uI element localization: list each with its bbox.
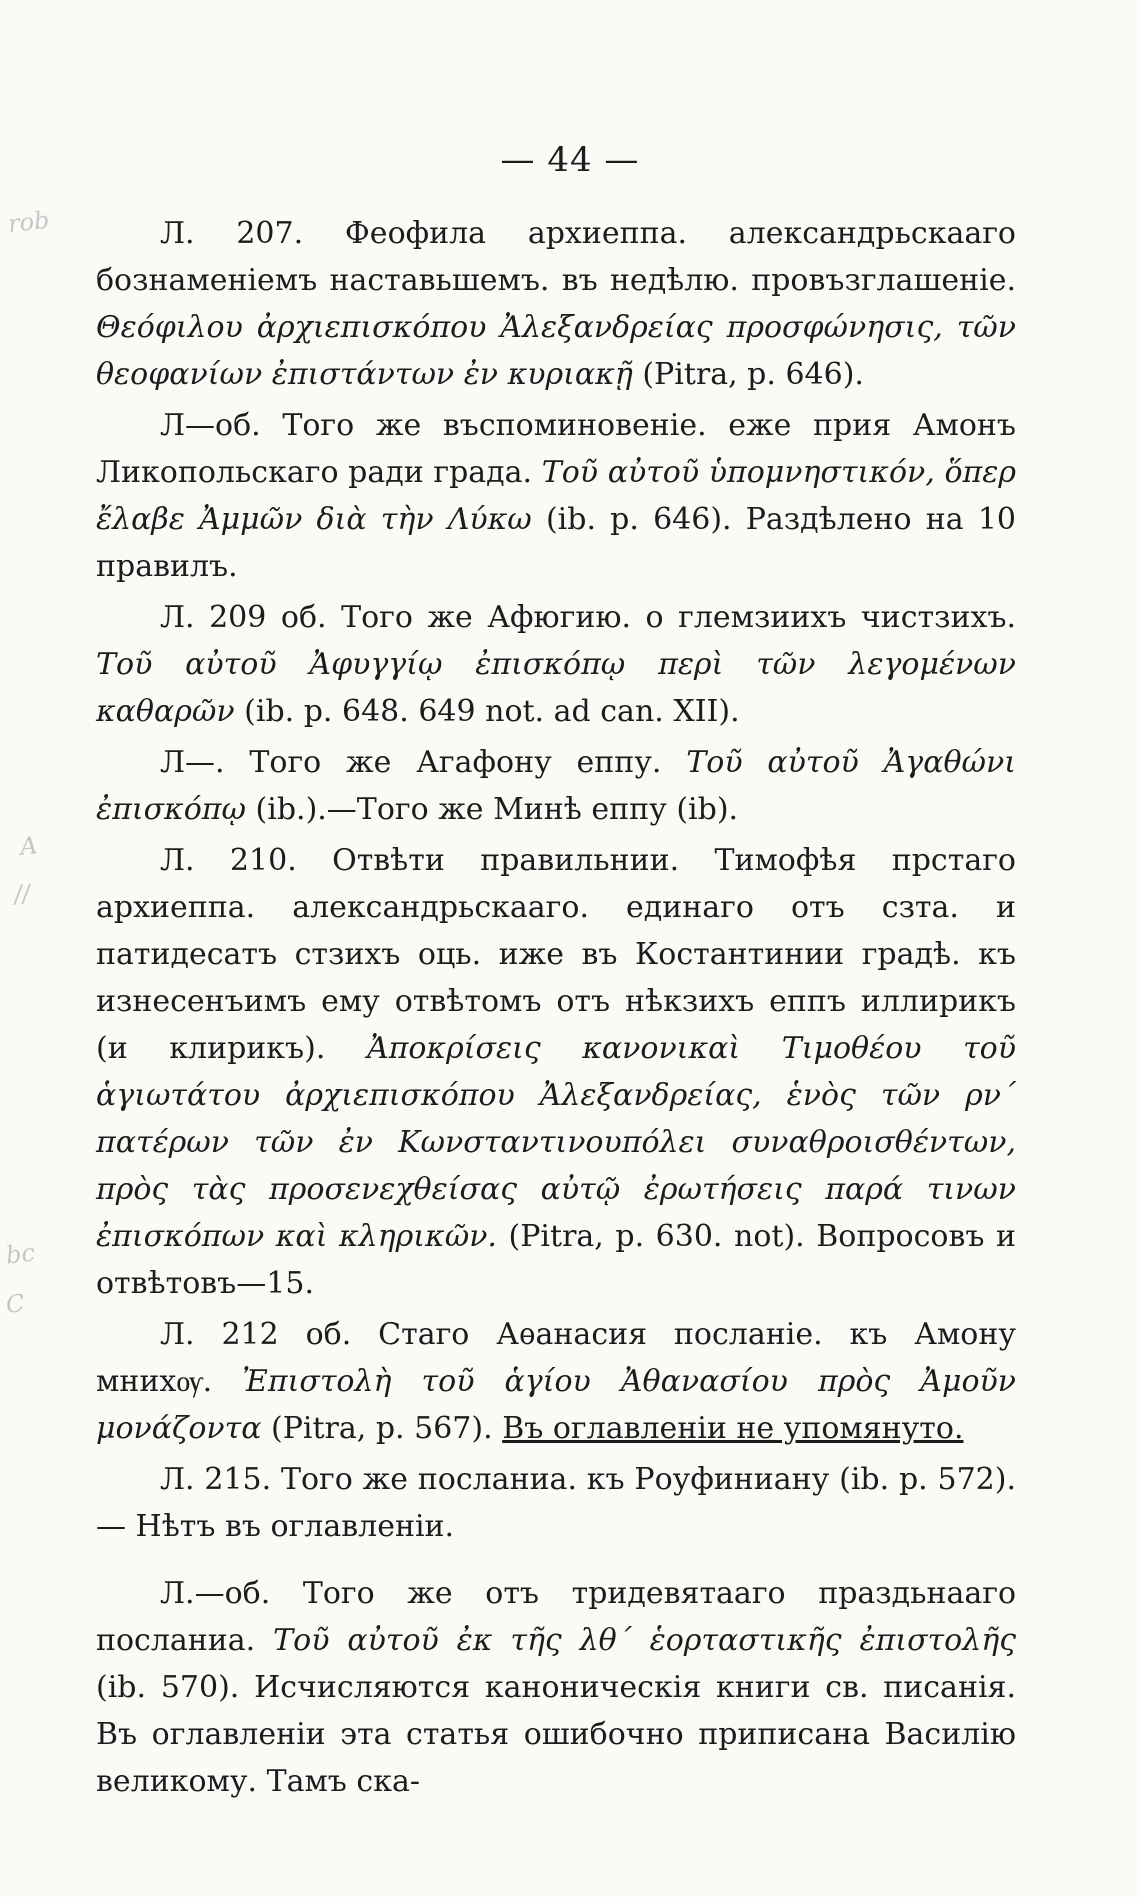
entry-intro: Л. 209 об. Того же Афюгию. о глемзиихъ чистзихъ. <box>160 600 1016 635</box>
entry-ref: (ib.).—Того же Минѣ еппу (ib). <box>255 792 739 827</box>
entry-greek: Τοῦ αὐτοῦ ὑπομνηστικόν, ὅπερ ἔλαβε Ἀμμῶν διὰ τὴν Λύκω <box>96 455 1016 537</box>
entry-intro: Л.—об. Того же отъ тридевятааго праздьнааго посланиа. <box>96 1576 1016 1658</box>
entry <box>96 739 1016 833</box>
entry-intro: Л. 215. Того же посланиа. къ Роуфиниану (ib. p. 572).— Нѣтъ въ оглавленіи. <box>96 1462 1016 1544</box>
entry-greek: Ἀποκρίσεις κανονικαὶ Τιμοθέου τοῦ ἁγιωτάτου ἀρχιεπισκόπου Ἀλεξανδρείας, ἑνὸς τῶν ρν´ πατέρων τῶν ἐν Κωνσταντινουπόλει συναθροισθέντων, πρὸς τὰς προσενεχθείσας αὐτῷ ἐρωτήσεις παρά τινων ἐπισκόπων καὶ κληρικῶν. <box>96 1031 1016 1254</box>
entry-ref: (Pitra, p. 646). <box>642 357 864 392</box>
entry-ref: (Pitra, p. 630. not). Вопросовъ и отвѣтовъ—15. <box>96 1219 1016 1301</box>
entry-intro: Л. 212 об. Стаго Аѳанасия посланіе. къ Амону мнихѹ. <box>96 1317 1016 1399</box>
entry-greek: Τοῦ αὐτοῦ ἐκ τῆς λθ´ ἑορταστικῆς ἐπιστολῆς <box>273 1623 1016 1658</box>
entry-ref: (ib. p. 648. 649 not. ad can. XII). <box>244 694 740 729</box>
entry-intro: Л—об. Того же въспоминовеніе. еже прия Амонъ Ликопольскаго ради града. <box>96 408 1016 490</box>
entry-greek: Ἐπιστολὴ τοῦ ἁγίου Ἀθανασίου πρὸς Ἀμοῦν μονάζοντα <box>96 1364 1016 1446</box>
entry <box>96 210 1016 398</box>
entry-ref: (Pitra, p. 567). <box>271 1411 493 1446</box>
entry <box>96 1456 1016 1550</box>
entry-intro: Л. 207. Феофила архиеппа. александрьскааго бознаменіемъ наставьшемъ. въ недѣлю. провъзглашеніе. <box>96 216 1016 298</box>
page-number: — 44 — <box>500 140 640 180</box>
entry <box>96 837 1016 1307</box>
entry <box>96 594 1016 735</box>
entry <box>96 1570 1016 1805</box>
margin-note: // <box>12 879 32 909</box>
entry-greek: Θεόφιλου ἀρχιεπισκόπου Ἀλεξανδρείας προσφώνησις, τῶν θεοφανίων ἐπιστάντων ἐν κυριακῇ <box>96 310 1016 392</box>
entry <box>96 1311 1016 1452</box>
entries <box>96 210 1016 1809</box>
entry-note: Въ оглавленіи не упомянуто. <box>502 1411 964 1446</box>
margin-note: rob <box>6 205 51 239</box>
margin-note: C <box>4 1289 26 1319</box>
margin-note: A <box>18 831 39 861</box>
entry <box>96 402 1016 590</box>
entry-intro: Л. 210. Отвѣти правильнии. Тимофѣя прстаго архиеппа. александрьскааго. единаго отъ сзта. и патидесатъ стзихъ оць. иже въ Костантинии градѣ. къ изнесенъимъ ему отвѣтомъ отъ нѣкзихъ еппъ иллирикъ (и клирикъ). <box>96 843 1016 1066</box>
entry-ref: (ib. 570). Исчисляются каноническія книги св. писанія. Въ оглавленіи эта статья ошибочно приписана Василію великому. Тамъ ска- <box>96 1670 1016 1799</box>
entry-intro: Л—. Того же Агафону еппу. <box>160 745 662 780</box>
margin-note: bc <box>4 1238 37 1270</box>
entry-greek: Τοῦ αὐτοῦ Ἀφυγγίῳ ἐπισκόπῳ περὶ τῶν λεγομένων καθαρῶν <box>96 647 1016 729</box>
entry-greek: Τοῦ αὐτοῦ Ἀγαθώνι ἐπισκόπῳ <box>96 745 1016 827</box>
entry-ref: (ib. p. 646). Раздѣлено на 10 правилъ. <box>96 502 1016 584</box>
